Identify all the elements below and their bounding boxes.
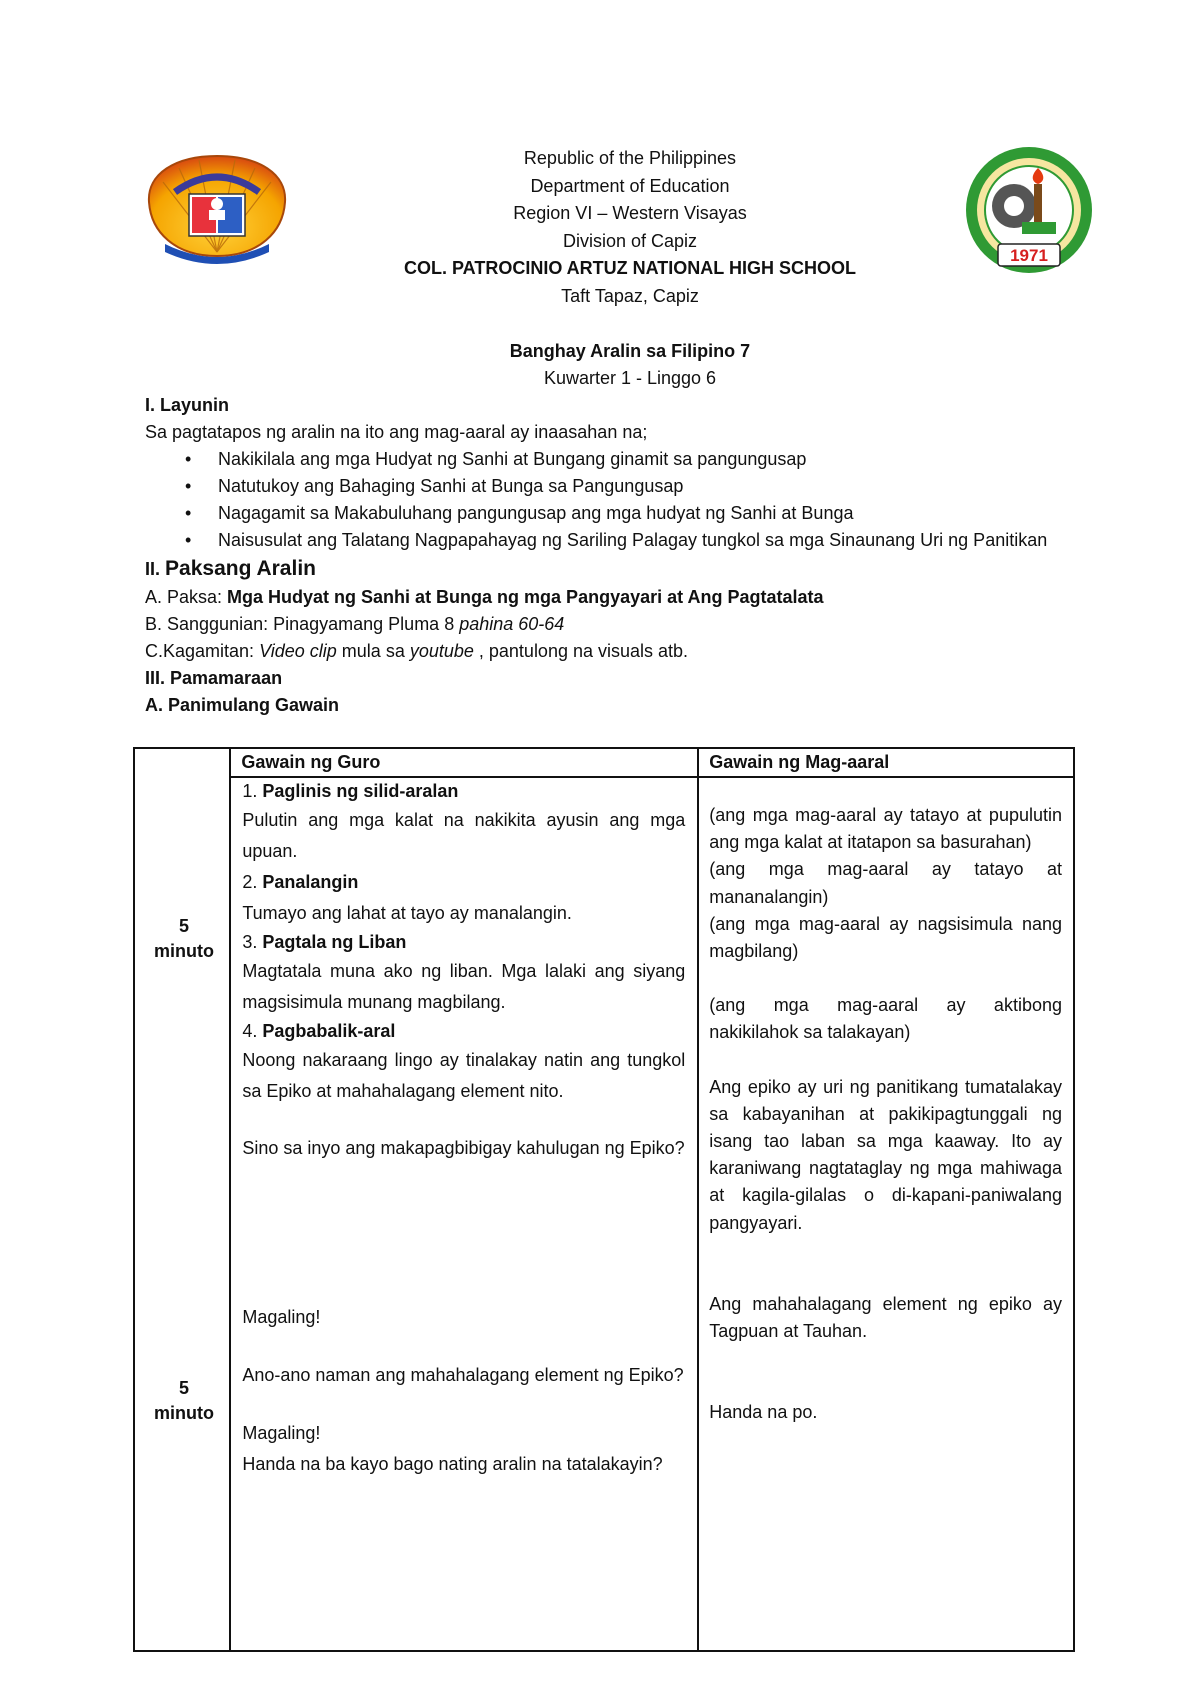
- student-response-3: (ang mga mag-aaral ay nagsisimula nang magbilang): [709, 913, 1062, 962]
- activity-table: [133, 747, 1075, 1652]
- teacher-question-1: Sino sa inyo ang makapagbibigay kahulugan ng Epiko?: [242, 1138, 685, 1158]
- step-pagtala-text: Magtatala muna ako ng liban. Mga lalaki ang siyang magsisimula munang magbilang.: [242, 961, 686, 1012]
- school-seal-year: 1971: [1010, 246, 1048, 265]
- objective-item: • Nakikilala ang mga Hudyat ng Sanhi at Bungang ginamit sa pangungusap: [145, 446, 1070, 473]
- layunin-heading: I. Layunin: [145, 395, 230, 415]
- layunin-intro: Sa pagtatapos ng aralin na ito ang mag-aaral ay inaasahan na;: [145, 422, 648, 442]
- school-seal-icon: [962, 144, 1097, 279]
- deped-seal-icon: [145, 152, 290, 264]
- pamamaraan-heading: III. Pamamaraan: [145, 668, 283, 688]
- step-panalangin: 2. Panalangin: [242, 872, 359, 892]
- lesson-title: Banghay Aralin sa Filipino 7: [509, 341, 751, 361]
- paksang-heading: II. Paksang Aralin: [145, 557, 316, 580]
- student-response-2: (ang mga mag-aaral ay tatayo at mananalangin): [709, 859, 1062, 907]
- lesson-body: [145, 392, 1070, 719]
- header-region: Region VI – Western Visayas: [513, 203, 747, 223]
- bullet-icon: •: [185, 530, 192, 550]
- header-address: Taft Tapaz, Capiz: [561, 285, 699, 306]
- column-header-guro: Gawain ng Guro: [230, 748, 698, 777]
- student-response-7: Handa na po.: [709, 1402, 818, 1423]
- sanggunian-line: B. Sanggunian: Pinagyamang Pluma 8 pahina 60-64: [145, 614, 565, 634]
- teacher-question-3: Handa na ba kayo bago nating aralin na tatalakayin?: [242, 1454, 663, 1474]
- objectives-list: [145, 446, 1070, 554]
- column-header-mag-aaral: Gawain ng Mag-aaral: [698, 748, 1074, 777]
- student-response-5: Ang epiko ay uri ng panitikang tumatalakay sa kabayanihan at pakikipagtunggali ng isang tao laban sa mga kaaway. Ito ay karaniwang nagtataglay ng mga mahiwaga at kagila-gilalas o di-kapani-paniwalang pangyayari.: [709, 1076, 1062, 1233]
- paksa-line: A. Paksa: Mga Hudyat ng Sanhi at Bunga ng mga Pangyayari at Ang Pagtatalata: [145, 587, 824, 607]
- objective-item: • Natutukoy ang Bahaging Sanhi at Bunga sa Pangungusap: [145, 473, 1070, 500]
- time-allotment-1: 5 minuto: [154, 916, 214, 961]
- teacher-praise-1: Magaling!: [242, 1307, 321, 1327]
- bullet-icon: •: [185, 449, 192, 469]
- bullet-icon: •: [185, 476, 192, 496]
- lesson-subtitle: Kuwarter 1 - Linggo 6: [543, 368, 717, 388]
- student-response-1: (ang mga mag-aaral ay tatayo at pupulutin ang mga kalat at itatapon sa basurahan): [709, 805, 1062, 853]
- panimulang-gawain-heading: A. Panimulang Gawain: [145, 695, 340, 715]
- minutes-column: [134, 748, 230, 1651]
- step-pagbabalik-aral-text: Noong nakaraang lingo ay tinalakay natin ang tungkol sa Epiko at mahahalagang element nito.: [242, 1050, 686, 1101]
- teacher-question-2: Ano-ano naman ang mahahalagang element ng Epiko?: [242, 1365, 684, 1385]
- lesson-title-block: [320, 338, 940, 392]
- document-header: [320, 145, 940, 310]
- step-panalangin-text: Tumayo ang lahat at tayo ay manalangin.: [242, 903, 572, 923]
- header-republic: Republic of the Philippines: [523, 148, 737, 168]
- header-school-name: COL. PATROCINIO ARTUZ NATIONAL HIGH SCHOOL: [404, 258, 856, 278]
- guro-activities-cell: [230, 777, 698, 1651]
- step-paglinis-text: Pulutin ang mga kalat na nakikita ayusin ang mga upuan.: [242, 810, 686, 861]
- kagamitan-line: C.Kagamitan: Video clip mula sa youtube , pantulong na visuals atb.: [145, 641, 689, 661]
- student-response-4: (ang mga mag-aaral ay aktibong nakikilahok sa talakayan): [709, 995, 1062, 1043]
- objective-item: • Naisusulat ang Talatang Nagpapahayag ng Sariling Palagay tungkol sa mga Sinaunang Uri ng Panitikan: [145, 527, 1070, 554]
- objective-item: • Nagagamit sa Makabuluhang pangungusap ang mga hudyat ng Sanhi at Bunga: [145, 500, 1070, 527]
- bullet-icon: •: [185, 503, 192, 523]
- step-pagtala: 3. Pagtala ng Liban: [242, 932, 407, 952]
- header-department: Department of Education: [530, 175, 730, 196]
- step-pagbabalik-aral: 4. Pagbabalik-aral: [242, 1021, 396, 1041]
- step-paglinis: 1. Paglinis ng silid-aralan: [242, 781, 459, 801]
- teacher-praise-2: Magaling!: [242, 1423, 321, 1443]
- mag-aaral-activities-cell: [698, 777, 1074, 1651]
- time-allotment-2: 5 minuto: [154, 1378, 214, 1423]
- header-division: Division of Capiz: [562, 230, 698, 251]
- student-response-6: Ang mahahalagang element ng epiko ay Tagpuan at Tauhan.: [709, 1293, 1062, 1342]
